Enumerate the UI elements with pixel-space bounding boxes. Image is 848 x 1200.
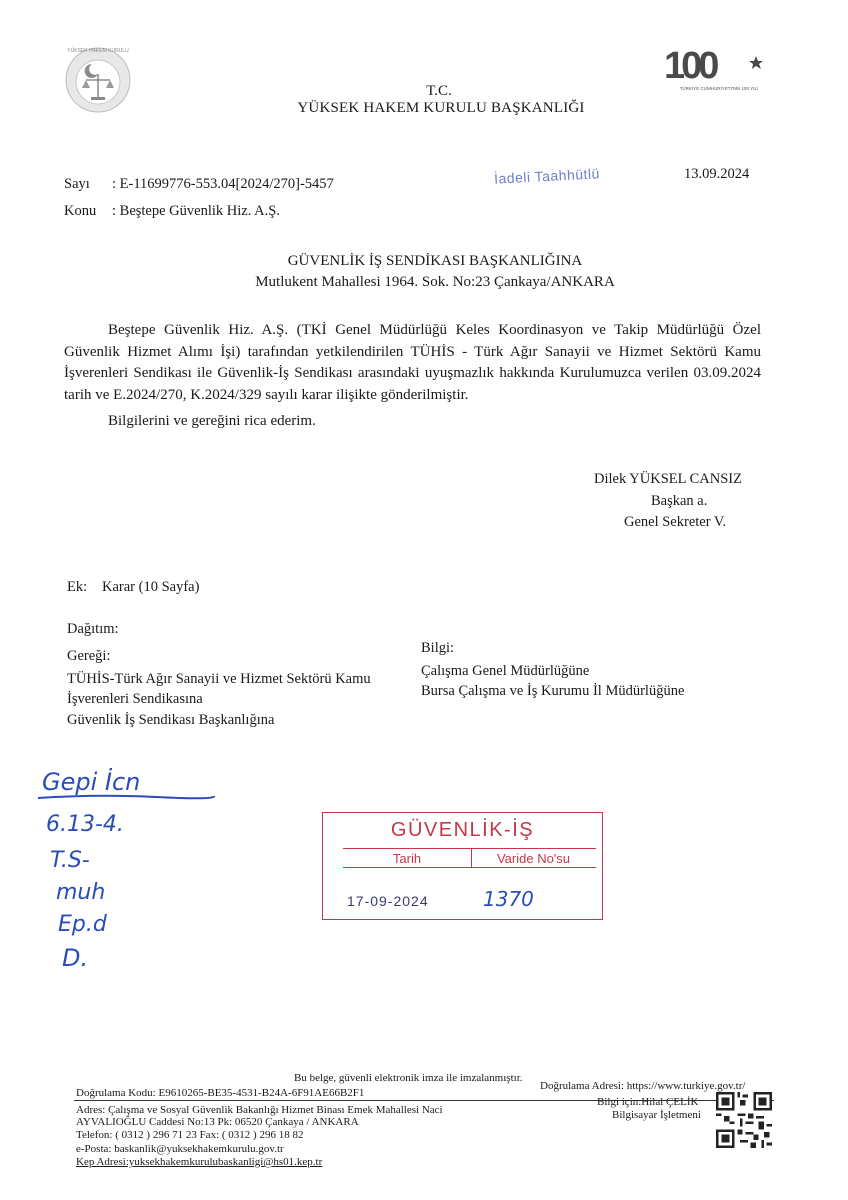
gerekli-item: TÜHİS-Türk Ağır Sanayii ve Hizmet Sektörü Kamu bbox=[67, 671, 371, 687]
svg-text:100: 100 bbox=[664, 45, 716, 87]
konu-label: Konu bbox=[64, 203, 97, 219]
info-role: Bilgisayar İşletmeni bbox=[612, 1109, 701, 1121]
centennial-caption: TÜRKİYE CUMHURİYETİ'NİN 100.YILI bbox=[679, 86, 759, 91]
gerekli-item: İşverenleri Sendikasına bbox=[67, 691, 203, 707]
handwritten-note: Gepi İcn bbox=[42, 768, 141, 796]
stamp-date-header: Tarih bbox=[392, 851, 422, 866]
bilgi-item: Bursa Çalışma ve İş Kurumu İl Müdürlüğüne bbox=[421, 683, 685, 699]
signatory-name: Dilek YÜKSEL CANSIZ bbox=[594, 471, 742, 487]
closing-sentence: Bilgilerini ve gereğini rica ederim. bbox=[108, 413, 316, 429]
header-tc: T.C. bbox=[426, 83, 452, 99]
seal-caption: YÜKSEK HAKEM KURULU bbox=[67, 48, 129, 54]
attachment-label: Ek: bbox=[67, 579, 88, 595]
gerekli-label: Gereği: bbox=[67, 648, 111, 664]
footer-email: e-Posta: baskanlik@yuksekhakemkurulu.gov.tr bbox=[76, 1143, 284, 1155]
addressee-address: Mutlukent Mahallesi 1964. Sok. No:23 Çankaya/ANKARA bbox=[255, 274, 615, 290]
verification-address: Doğrulama Adresi: https://www.turkiye.gov.tr/ bbox=[540, 1080, 746, 1092]
sayi-label: Sayı bbox=[64, 176, 90, 192]
stamp-date-value: 17-09-2024 bbox=[347, 893, 429, 909]
gerekli-item: Güvenlik İş Sendikası Başkanlığına bbox=[67, 712, 275, 728]
footer-address-2: AYVALIOĞLU Caddesi No:13 Pk: 06520 Çankaya / ANKARA bbox=[76, 1116, 359, 1128]
qr-code-icon bbox=[716, 1092, 772, 1148]
handwritten-note: muh bbox=[56, 880, 106, 905]
document-date: 13.09.2024 bbox=[684, 166, 750, 182]
footer-kep: Kep Adresi:yuksekhakemkurulubaskanligi@hs01.kep.tr bbox=[76, 1156, 323, 1168]
esign-note: Bu belge, güvenli elektronik imza ile imzalanmıştır. bbox=[294, 1072, 523, 1084]
addressee-name: GÜVENLİK İŞ SENDİKASI BAŞKANLIĞINA bbox=[287, 253, 583, 269]
header-organization: YÜKSEK HAKEM KURULU BAŞKANLIĞI bbox=[297, 100, 585, 116]
verification-code: Doğrulama Kodu: E9610265-BE35-4531-B24A-6F91AE66B2F1 bbox=[76, 1087, 365, 1099]
distribution-label: Dağıtım: bbox=[67, 621, 119, 637]
handwritten-note: Ep.d bbox=[58, 912, 107, 937]
received-stamp bbox=[322, 812, 603, 920]
info-contact: Bilgi için:Hilal ÇELİK bbox=[597, 1096, 699, 1108]
handwritten-note: D. bbox=[62, 944, 89, 972]
stamp-title: GÜVENLİK-İŞ bbox=[390, 819, 535, 841]
handwritten-note: 6.13-4. bbox=[46, 812, 124, 837]
bilgi-item: Çalışma Genel Müdürlüğüne bbox=[421, 663, 590, 679]
stamp-number-header: Varide No'su bbox=[496, 851, 571, 866]
footer-phone: Telefon: ( 0312 ) 296 71 23 Fax: ( 0312 ) 296 18 82 bbox=[76, 1129, 304, 1141]
handwritten-underline bbox=[36, 792, 216, 802]
bilgi-label: Bilgi: bbox=[421, 640, 455, 656]
konu-value: : Beştepe Güvenlik Hiz. A.Ş. bbox=[112, 203, 280, 219]
sayi-value: : E-11699776-553.04[2024/270]-5457 bbox=[112, 176, 334, 192]
signatory-title-1: Başkan a. bbox=[651, 493, 708, 509]
attachment-value: Karar (10 Sayfa) bbox=[102, 579, 200, 595]
handwritten-note: T.S- bbox=[50, 848, 90, 873]
footer-address-1: Adres: Çalışma ve Sosyal Güvenlik Bakanlığı Hizmet Binası Emek Mahallesi Naci bbox=[76, 1104, 443, 1116]
body-paragraph: Beştepe Güvenlik Hiz. A.Ş. (TKİ Genel Müdürlüğü Keles Koordinasyon ve Takip Müdürlüğü Özel Güvenlik Hizmet Alımı İşi) tarafından yetkilendirilen TÜHİS - Türk Ağır Sanayii ve Hizmet Sektörü Kamu İşverenleri Sendikası ile Güvenlik-İş Sendikası arasındaki uyuşmazlık hakkında Kurulumuzca verilen 03.09.2024 tarih ve E.2024/270, K.2024/329 sayılı karar ilişikte gönderilmiştir. bbox=[64, 322, 761, 403]
signatory-title-2: Genel Sekreter V. bbox=[624, 514, 727, 530]
stamp-number-value: 1370 bbox=[483, 887, 534, 911]
registered-mail-stamp: İadeli Taahhütlü bbox=[493, 165, 601, 187]
